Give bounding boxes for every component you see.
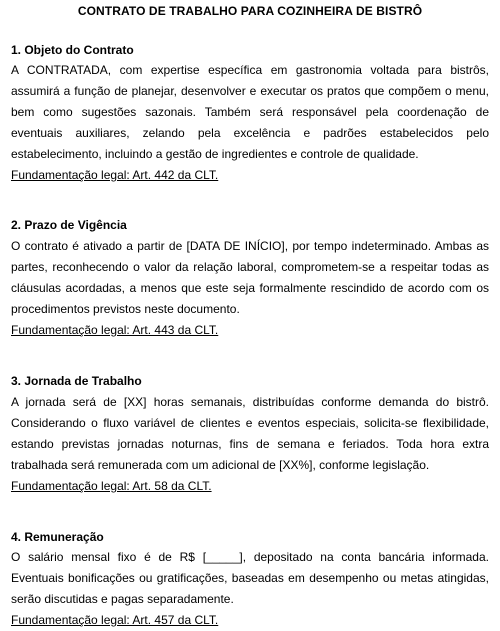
legal-reference: Fundamentação legal: Art. 442 da CLT. <box>11 168 219 182</box>
section-jornada-de-trabalho <box>11 373 489 497</box>
document-title: CONTRATO DE TRABALHO PARA COZINHEIRA DE BISTRÔ <box>77 4 423 18</box>
section-remuneracao <box>11 529 489 631</box>
section-body: O salário mensal fixo é de R$ [_____], depositado na conta bancária informada. Eventuais bonificações ou gratificações, baseadas em desempenho ou metas atingidas, serão discutidas e pagas separadamente. <box>11 550 489 606</box>
section-heading: 3. Jornada de Trabalho <box>11 374 142 388</box>
legal-reference: Fundamentação legal: Art. 58 da CLT. <box>11 479 212 493</box>
section-body: O contrato é ativado a partir de [DATA DE INÍCIO], por tempo indeterminado. Ambas as partes, reconhecendo o valor da relação laboral, comprometem-se a respeitar todas as cláusulas acordadas, a menos que este seja formalmente rescindido de acordo com os procedimentos previstos neste documento. <box>11 239 489 316</box>
section-heading: 2. Prazo de Vigência <box>11 218 127 232</box>
legal-reference: Fundamentação legal: Art. 443 da CLT. <box>11 323 219 337</box>
section-body: A jornada será de [XX] horas semanais, distribuídas conforme demanda do bistrô. Considerando o fluxo variável de clientes e eventos especiais, solicita-se flexibilidade, estando previstas jornadas noturnas, fins de semana e feriados. Toda hora extra trabalhada será remunerada com um adicional de [XX%], conforme legislação. <box>11 395 489 472</box>
legal-reference: Fundamentação legal: Art. 457 da CLT. <box>11 613 219 627</box>
section-heading: 1. Objeto do Contrato <box>11 43 134 57</box>
section-heading: 4. Remuneração <box>11 530 104 544</box>
section-body: A CONTRATADA, com expertise específica em gastronomia voltada para bistrôs, assumirá a função de planejar, desenvolver e executar os pratos que compõem o menu, bem como sugestões sazonais. Também será responsável pela coordenação de eventuais auxiliares, zelando pela excelência e padrões estabelecidos pelo estabelecimento, incluindo a gestão de ingredientes e controle de qualidade. <box>11 63 489 161</box>
section-prazo-de-vigencia <box>11 217 489 341</box>
section-objeto-do-contrato <box>11 42 489 186</box>
